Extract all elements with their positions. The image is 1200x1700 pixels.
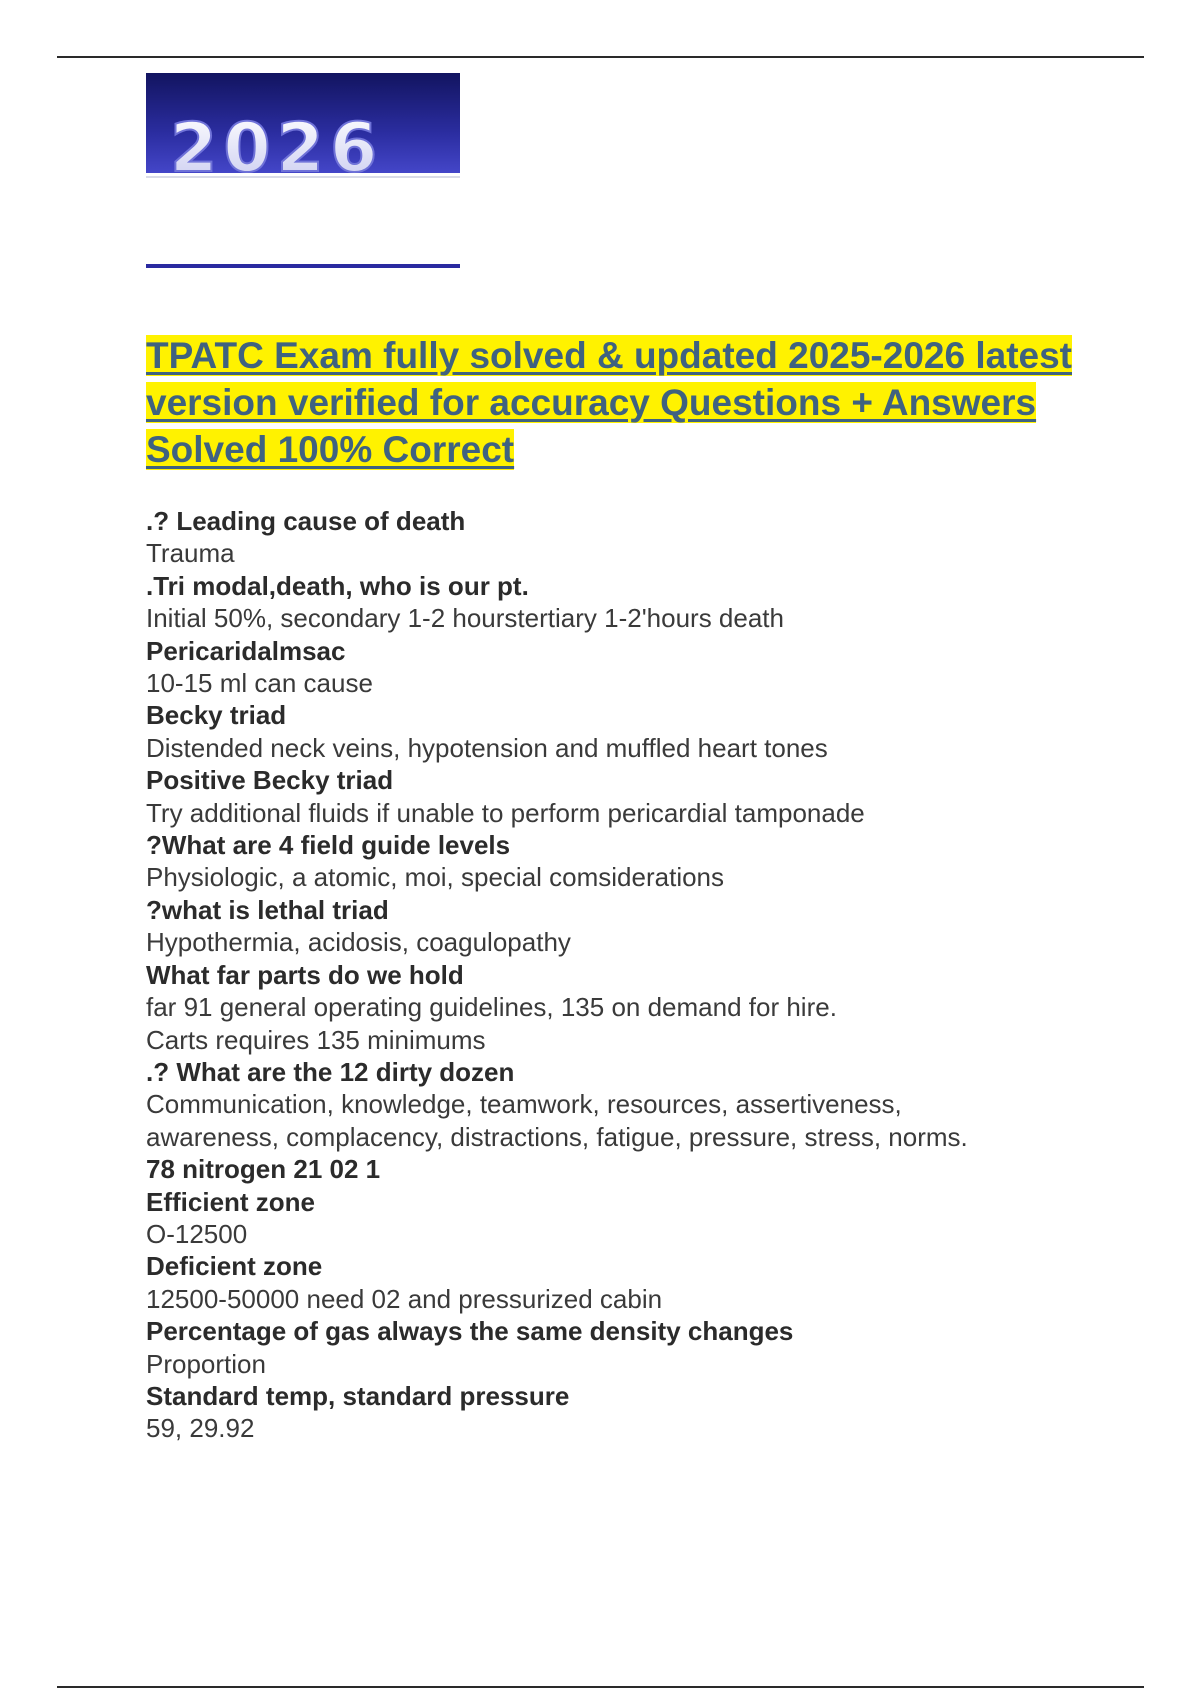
- answer-text: far 91 general operating guidelines, 135 on demand for hire.: [146, 992, 837, 1023]
- header-rule: [57, 56, 1144, 58]
- answer-text: awareness, complacency, distractions, fatigue, pressure, stress, norms.: [146, 1121, 968, 1152]
- question-text: .? Leading cause of death: [146, 506, 466, 536]
- answer-text: Try additional fluids if unable to perform pericardial tamponade: [146, 797, 865, 828]
- question-text: 78 nitrogen 21 02 1: [146, 1154, 381, 1185]
- logo-blank-area: [146, 176, 460, 260]
- question-text: Pericaridalmsac: [146, 635, 346, 666]
- answer-text: 59, 29.92: [146, 1413, 255, 1444]
- logo-underline: [146, 264, 460, 268]
- question-text: ?what is lethal triad: [146, 894, 389, 925]
- answer-text: Proportion: [146, 1348, 266, 1379]
- year-logo-graphic: [146, 73, 460, 173]
- qa-list: [146, 505, 1106, 1445]
- answer-text: Hypothermia, acidosis, coagulopathy: [146, 927, 571, 958]
- document-title-text: TPATC Exam fully solved & updated 2025-2026 latest version verified for accuracy Questions + Answers Solved 100% Correct: [146, 335, 1072, 470]
- answer-text: 10-15 ml can cause: [146, 668, 373, 699]
- question-text: .? What are the 12 dirty dozen: [146, 1056, 515, 1087]
- year-logo-text: 2026: [170, 109, 384, 173]
- question-text: What far parts do we hold: [146, 959, 464, 990]
- year-logo-banner: [146, 73, 460, 173]
- answer-text: 12500-50000 need 02 and pressurized cabin: [146, 1283, 663, 1314]
- question-text: Deficient zone: [146, 1251, 323, 1282]
- answer-text: Carts requires 135 minimums: [146, 1024, 486, 1055]
- answer-text: Physiologic, a atomic, moi, special comsiderations: [146, 862, 725, 893]
- answer-text: O-12500: [146, 1218, 248, 1249]
- question-text: Standard temp, standard pressure: [146, 1380, 570, 1411]
- footer-rule: [57, 1686, 1144, 1688]
- answer-text: Communication, knowledge, teamwork, resources, assertiveness,: [146, 1089, 902, 1120]
- question-text: Becky triad: [146, 700, 287, 731]
- answer-text: Distended neck veins, hypotension and muffled heart tones: [146, 732, 828, 763]
- document-title: [146, 332, 1086, 473]
- question-text: Efficient zone: [146, 1186, 316, 1217]
- answer-text: Initial 50%, secondary 1-2 hourstertiary 1-2'hours death: [146, 603, 784, 634]
- question-text: .Tri modal,death, who is our pt.: [146, 570, 529, 601]
- question-text: Positive Becky triad: [146, 765, 394, 796]
- question-text: ?What are 4 field guide levels: [146, 830, 511, 861]
- answer-text: Trauma: [146, 538, 235, 569]
- question-text: Percentage of gas always the same density changes: [146, 1316, 794, 1347]
